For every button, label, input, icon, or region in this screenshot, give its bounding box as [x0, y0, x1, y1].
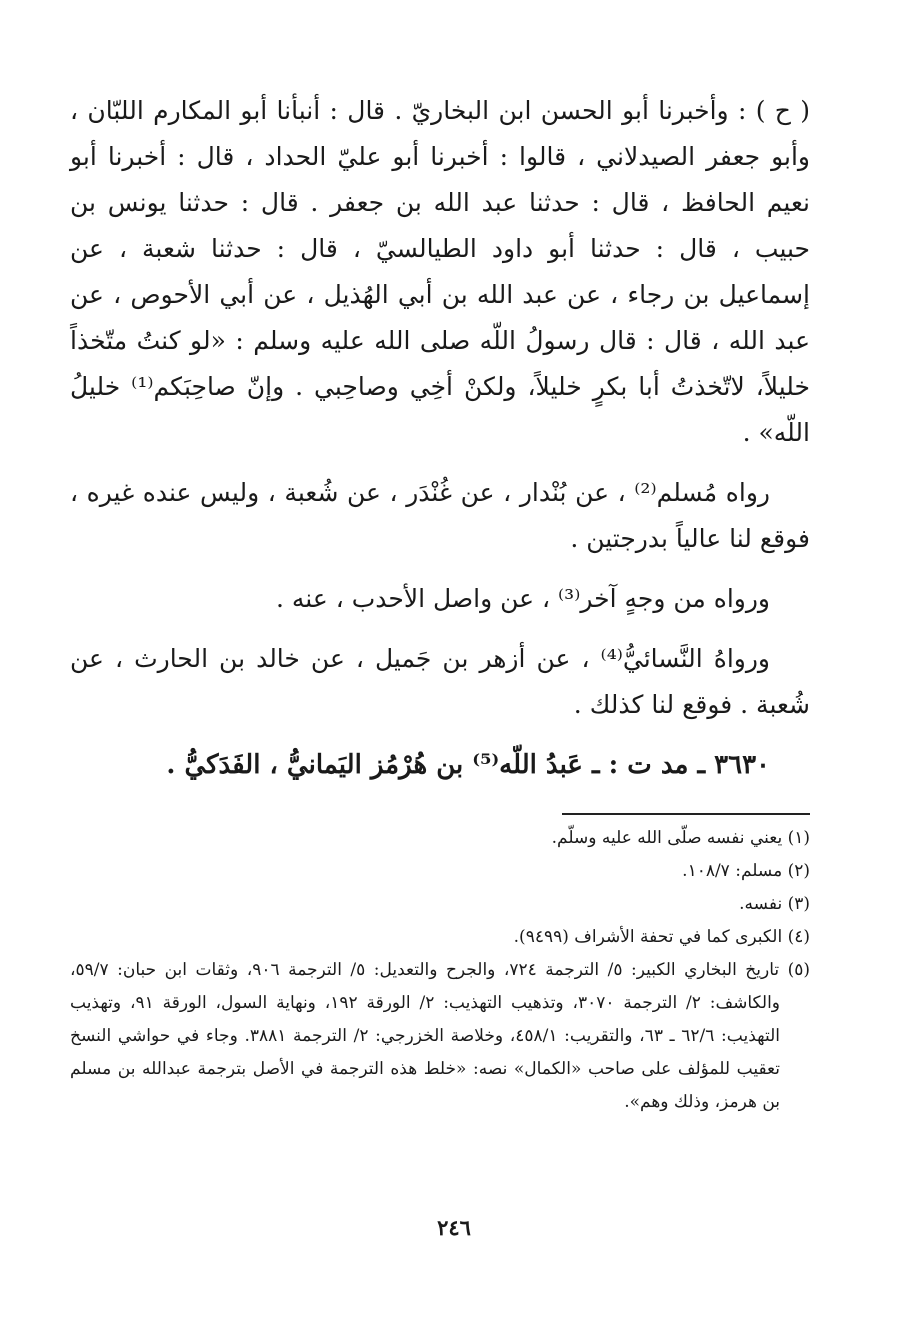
- footnote-2: (٢) مسلم: ١٠٨/٧.: [682, 861, 810, 881]
- footnote-4: (٤) الكبرى كما في تحفة الأشراف (٩٤٩٩).: [513, 927, 810, 947]
- isnad-paragraph: ( ح ) : وأخبرنا أبو الحسن ابن البخاريّ . قال : أنبأنا أبو المكارم اللبّان ، وأبو جعفر الصيدلاني ، قالوا : أخبرنا أبو عليّ الحداد ، قال : أخبرنا أبو نعيم الحافظ ، قال : حدثنا عبد الله بن جعفر . قال : حدثنا يونس بن حبيب ، قال : حدثنا أبو داود الطيالسيّ ، قال : حدثنا شعبة ، عن إسماعيل بن رجاء ، عن عبد الله بن أبي الهُذيل ، عن أبي الأحوص ، عن عبد الله ، قال : قال رسولُ اللّه صلى الله عليه وسلم : «لو كنتُ متّخذاً خليلاً، لاتّخذتُ أبا بكرٍ خليلاً، ولكنْ أخِي وصاحِبي . وإنّ صاحِبَكم⁽¹⁾ خليلُ اللّه» .: [70, 96, 810, 447]
- biography-entry-heading: ٣٦٣٠ ـ مد ت : ـ عَبدُ اللّه⁽⁵⁾ بن هُرْمُز اليَمانيُّ ، الفَدَكيُّ .: [166, 750, 770, 780]
- riwaya-muslim-paragraph: رواه مُسلم⁽²⁾ ، عن بُنْدار ، عن غُنْدَر ، عن شُعبة ، وليس عنده غيره ، فوقع لنا عالياً بدرجتين .: [70, 478, 810, 553]
- riwaya-nasai-paragraph: ورواهُ النَّسائيُّ⁽⁴⁾ ، عن أزهر بن جَميل ، عن خالد بن الحارث ، عن شُعبة . فوقع لنا كذلك .: [70, 644, 810, 719]
- footnotes: [70, 822, 810, 1119]
- footnote-5: (٥) تاريخ البخاري الكبير: ٥/ الترجمة ٧٢٤، والجرح والتعديل: ٥/ الترجمة ٩٠٦، وثقات ابن حبان: ٥٩/٧، والكاشف: ٢/ الترجمة ٣٠٧٠، وتذهيب التهذيب: ٢/ الورقة ١٩٢، ونهاية السول، الورقة ٩١، وتهذيب التهذيب: ٦٢/٦ ـ ٦٣، والتقريب: ٤٥٨/١، وخلاصة الخزرجي: ٢/ الترجمة ٣٨٨١. وجاء في حواشي النسخ تعقيب للمؤلف على صاحب «الكمال» نصه: «خلط هذه الترجمة في الأصل بترجمة عبدالله بن مسلم بن هرمز، وذلك وهم».: [70, 960, 811, 1112]
- riwaya-other-paragraph: ورواه من وجهٍ آخر⁽³⁾ ، عن واصل الأحدب ، عنه .: [276, 584, 770, 613]
- main-text: [70, 88, 810, 788]
- footnote-1: (١) يعني نفسه صلّى الله عليه وسلّم.: [551, 828, 810, 848]
- footnote-3: (٣) نفسه.: [739, 894, 810, 914]
- page-number: ٢٤٦: [437, 1215, 471, 1240]
- footnote-divider: [562, 813, 810, 815]
